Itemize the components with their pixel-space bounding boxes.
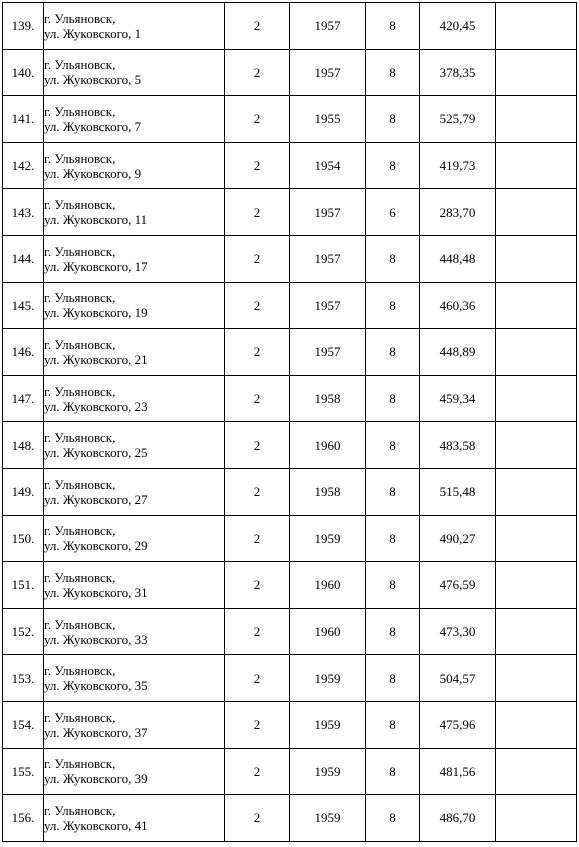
note-cell <box>496 562 577 609</box>
row-number-cell: 149. <box>3 468 44 515</box>
year-built-cell: 1955 <box>290 96 366 143</box>
address-cell <box>44 235 225 282</box>
row-number-cell: 155. <box>3 748 44 795</box>
table-row <box>3 282 577 329</box>
area-cell: 504,57 <box>420 655 496 702</box>
floors-cell: 2 <box>225 608 290 655</box>
row-number-cell: 148. <box>3 422 44 469</box>
address-city: г. Ульяновск, <box>44 709 116 725</box>
floors-cell: 2 <box>225 375 290 422</box>
address-cell <box>44 375 225 422</box>
table-row <box>3 562 577 609</box>
address-city: г. Ульяновск, <box>44 243 116 259</box>
row-number-cell: 156. <box>3 795 44 842</box>
note-cell <box>496 3 577 50</box>
row-number-cell: 140. <box>3 49 44 96</box>
address-street: ул. Жуковского, 29 <box>44 538 148 554</box>
area-cell: 481,56 <box>420 748 496 795</box>
area-cell: 515,48 <box>420 468 496 515</box>
year-built-cell: 1958 <box>290 468 366 515</box>
address-city: г. Ульяновск, <box>44 383 116 399</box>
floors-cell: 2 <box>225 701 290 748</box>
address-cell <box>44 142 225 189</box>
address-city: г. Ульяновск, <box>44 430 116 446</box>
address-cell <box>44 748 225 795</box>
floors-cell: 2 <box>225 515 290 562</box>
address-street: ул. Жуковского, 11 <box>44 212 148 228</box>
table-row <box>3 795 577 842</box>
entrances-cell: 8 <box>366 701 420 748</box>
address-city: г. Ульяновск, <box>44 336 116 352</box>
address-city: г. Ульяновск, <box>44 10 116 26</box>
row-number-cell: 139. <box>3 3 44 50</box>
area-cell: 475,96 <box>420 701 496 748</box>
address-city: г. Ульяновск, <box>44 57 116 73</box>
address-street: ул. Жуковского, 27 <box>44 491 148 507</box>
entrances-cell: 8 <box>366 142 420 189</box>
year-built-cell: 1960 <box>290 608 366 655</box>
floors-cell: 2 <box>225 468 290 515</box>
floors-cell: 2 <box>225 655 290 702</box>
floors-cell: 2 <box>225 748 290 795</box>
note-cell <box>496 515 577 562</box>
floors-cell: 2 <box>225 422 290 469</box>
table-row <box>3 49 577 96</box>
row-number-cell: 144. <box>3 235 44 282</box>
address-street: ул. Жуковского, 37 <box>44 724 148 740</box>
table-row <box>3 329 577 376</box>
area-cell: 448,89 <box>420 329 496 376</box>
address-street: ул. Жуковского, 33 <box>44 631 148 647</box>
address-street: ул. Жуковского, 39 <box>44 771 148 787</box>
note-cell <box>496 655 577 702</box>
table-row <box>3 701 577 748</box>
address-cell <box>44 422 225 469</box>
floors-cell: 2 <box>225 282 290 329</box>
address-street: ул. Жуковского, 19 <box>44 305 148 321</box>
area-cell: 459,34 <box>420 375 496 422</box>
address-city: г. Ульяновск, <box>44 802 116 818</box>
address-street: ул. Жуковского, 9 <box>44 165 142 181</box>
area-cell: 419,73 <box>420 142 496 189</box>
area-cell: 486,70 <box>420 795 496 842</box>
row-number-cell: 141. <box>3 96 44 143</box>
area-cell: 525,79 <box>420 96 496 143</box>
note-cell <box>496 701 577 748</box>
note-cell <box>496 608 577 655</box>
address-cell <box>44 795 225 842</box>
year-built-cell: 1959 <box>290 795 366 842</box>
note-cell <box>496 375 577 422</box>
entrances-cell: 8 <box>366 235 420 282</box>
table-row <box>3 655 577 702</box>
table-row <box>3 142 577 189</box>
table-row <box>3 422 577 469</box>
year-built-cell: 1959 <box>290 748 366 795</box>
address-street: ул. Жуковского, 7 <box>44 118 142 134</box>
address-street: ул. Жуковского, 5 <box>44 72 142 88</box>
address-city: г. Ульяновск, <box>44 616 116 632</box>
note-cell <box>496 235 577 282</box>
area-cell: 483,58 <box>420 422 496 469</box>
entrances-cell: 8 <box>366 468 420 515</box>
row-number-cell: 143. <box>3 189 44 236</box>
area-cell: 460,36 <box>420 282 496 329</box>
year-built-cell: 1957 <box>290 235 366 282</box>
address-cell <box>44 189 225 236</box>
year-built-cell: 1960 <box>290 562 366 609</box>
table-row <box>3 468 577 515</box>
table-row <box>3 235 577 282</box>
address-city: г. Ульяновск, <box>44 103 116 119</box>
address-city: г. Ульяновск, <box>44 476 116 492</box>
table-row <box>3 96 577 143</box>
row-number-cell: 146. <box>3 329 44 376</box>
address-city: г. Ульяновск, <box>44 197 116 213</box>
floors-cell: 2 <box>225 189 290 236</box>
address-street: ул. Жуковского, 1 <box>44 25 142 41</box>
floors-cell: 2 <box>225 96 290 143</box>
table-row <box>3 515 577 562</box>
area-cell: 420,45 <box>420 3 496 50</box>
address-cell <box>44 655 225 702</box>
row-number-cell: 147. <box>3 375 44 422</box>
row-number-cell: 150. <box>3 515 44 562</box>
table-row <box>3 3 577 50</box>
year-built-cell: 1957 <box>290 329 366 376</box>
entrances-cell: 8 <box>366 282 420 329</box>
address-cell <box>44 3 225 50</box>
entrances-cell: 8 <box>366 329 420 376</box>
entrances-cell: 8 <box>366 795 420 842</box>
row-number-cell: 152. <box>3 608 44 655</box>
table-row <box>3 608 577 655</box>
row-number-cell: 151. <box>3 562 44 609</box>
address-city: г. Ульяновск, <box>44 290 116 306</box>
address-street: ул. Жуковского, 35 <box>44 678 148 694</box>
address-cell <box>44 468 225 515</box>
year-built-cell: 1957 <box>290 3 366 50</box>
row-number-cell: 145. <box>3 282 44 329</box>
area-cell: 378,35 <box>420 49 496 96</box>
note-cell <box>496 795 577 842</box>
note-cell <box>496 468 577 515</box>
address-city: г. Ульяновск, <box>44 569 116 585</box>
row-number-cell: 154. <box>3 701 44 748</box>
address-street: ул. Жуковского, 17 <box>44 258 148 274</box>
floors-cell: 2 <box>225 3 290 50</box>
entrances-cell: 8 <box>366 49 420 96</box>
address-cell <box>44 701 225 748</box>
table-row <box>3 189 577 236</box>
address-cell <box>44 282 225 329</box>
year-built-cell: 1957 <box>290 189 366 236</box>
year-built-cell: 1959 <box>290 515 366 562</box>
entrances-cell: 8 <box>366 375 420 422</box>
housing-registry-table <box>2 2 577 842</box>
year-built-cell: 1954 <box>290 142 366 189</box>
area-cell: 476,59 <box>420 562 496 609</box>
note-cell <box>496 142 577 189</box>
address-cell <box>44 329 225 376</box>
address-city: г. Ульяновск, <box>44 150 116 166</box>
year-built-cell: 1958 <box>290 375 366 422</box>
address-city: г. Ульяновск, <box>44 523 116 539</box>
year-built-cell: 1959 <box>290 655 366 702</box>
address-cell <box>44 49 225 96</box>
address-cell <box>44 96 225 143</box>
floors-cell: 2 <box>225 235 290 282</box>
note-cell <box>496 329 577 376</box>
table-row <box>3 748 577 795</box>
floors-cell: 2 <box>225 562 290 609</box>
address-cell <box>44 562 225 609</box>
year-built-cell: 1957 <box>290 49 366 96</box>
entrances-cell: 8 <box>366 96 420 143</box>
entrances-cell: 8 <box>366 515 420 562</box>
address-city: г. Ульяновск, <box>44 756 116 772</box>
note-cell <box>496 49 577 96</box>
entrances-cell: 8 <box>366 748 420 795</box>
entrances-cell: 8 <box>366 3 420 50</box>
entrances-cell: 8 <box>366 422 420 469</box>
year-built-cell: 1957 <box>290 282 366 329</box>
table-row <box>3 375 577 422</box>
table-body <box>3 3 577 842</box>
row-number-cell: 153. <box>3 655 44 702</box>
address-street: ул. Жуковского, 25 <box>44 445 148 461</box>
address-cell <box>44 515 225 562</box>
note-cell <box>496 96 577 143</box>
note-cell <box>496 282 577 329</box>
address-street: ул. Жуковского, 21 <box>44 351 148 367</box>
area-cell: 490,27 <box>420 515 496 562</box>
floors-cell: 2 <box>225 795 290 842</box>
entrances-cell: 8 <box>366 608 420 655</box>
floors-cell: 2 <box>225 49 290 96</box>
area-cell: 283,70 <box>420 189 496 236</box>
year-built-cell: 1960 <box>290 422 366 469</box>
address-street: ул. Жуковского, 41 <box>44 817 148 833</box>
address-cell <box>44 608 225 655</box>
floors-cell: 2 <box>225 142 290 189</box>
entrances-cell: 8 <box>366 562 420 609</box>
note-cell <box>496 748 577 795</box>
address-street: ул. Жуковского, 23 <box>44 398 148 414</box>
entrances-cell: 6 <box>366 189 420 236</box>
area-cell: 473,30 <box>420 608 496 655</box>
note-cell <box>496 189 577 236</box>
year-built-cell: 1959 <box>290 701 366 748</box>
area-cell: 448,48 <box>420 235 496 282</box>
address-city: г. Ульяновск, <box>44 663 116 679</box>
row-number-cell: 142. <box>3 142 44 189</box>
floors-cell: 2 <box>225 329 290 376</box>
address-street: ул. Жуковского, 31 <box>44 584 148 600</box>
entrances-cell: 8 <box>366 655 420 702</box>
note-cell <box>496 422 577 469</box>
